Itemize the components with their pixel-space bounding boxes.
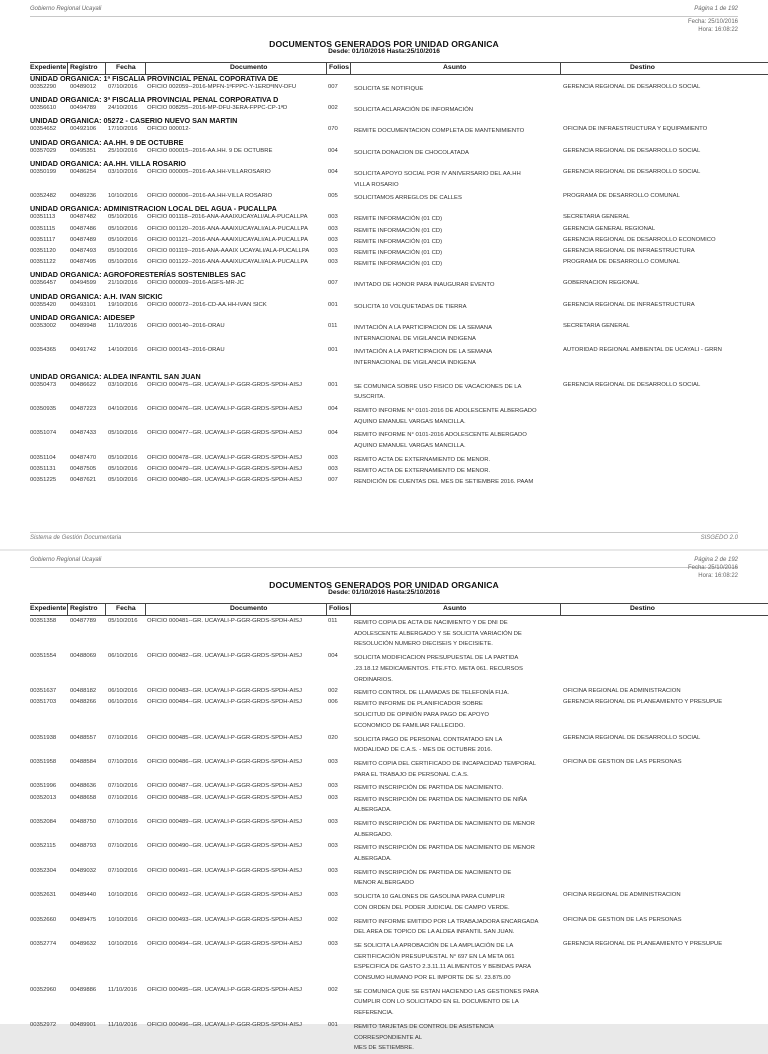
cell-registro: 00487489 (70, 236, 97, 243)
cell-registro: 00487486 (70, 225, 97, 232)
cell-fecha: 25/10/2016 (108, 147, 138, 154)
cell-expediente: 00350199 (30, 168, 57, 175)
col-documento: Documento (230, 605, 268, 612)
cell-expediente: 00352660 (30, 916, 57, 923)
cell-documento: OFICIO 000005--2016-AA.HH-VILLAROSARIO (147, 168, 271, 175)
cell-documento: OFICIO 000494--GR. UCAYALI-P-GGR-GRDS-SPDH-AISJ (147, 940, 302, 947)
cell-documento: OFICIO 000009--2016-AGFS-MR-JC (147, 280, 244, 287)
cell-folios: 003 (328, 466, 338, 472)
page-footer (30, 532, 738, 543)
cell-expediente: 00351637 (30, 688, 57, 695)
cell-registro: 00489901 (70, 1021, 97, 1028)
cell-expediente: 00351104 (30, 454, 56, 461)
cell-expediente: 00351225 (30, 477, 57, 484)
cell-asunto: SE SOLICITA LA APROBACIÓN DE LA AMPLIACIÓN DE LA CERTIFICACIÓN PRESUPUESTAL N° 697 EN LA META 061 ESPECIFICA DE GASTO 2.3.11.11 ALIMENTOS Y BEBIDAS PARA CONSUMO HUMANO POR EL IMPORTE DE S/. 23.875.00 (354, 942, 532, 981)
cell-asunto: SOLICITA APOYO SOCIAL POR IV ANIVERSARIO DEL AA.HH VILLA ROSARIO (354, 170, 521, 188)
report-meta (688, 564, 738, 580)
cell-expediente: 00351122 (30, 259, 56, 266)
cell-expediente: 00351131 (30, 466, 56, 472)
cell-destino: AUTORIDAD REGIONAL AMBIENTAL DE UCAYALI - GRRN (563, 347, 722, 354)
cell-registro: 00488557 (70, 734, 97, 741)
cell-fecha: 06/10/2016 (108, 699, 138, 706)
cell-expediente: 00354652 (30, 126, 57, 133)
cell-asunto: REMITO INFORME DE PLANIFICADOR SOBRE SOLICITUD DE OPINIÓN PARA PAGO DE APOYO ECONOMICO DE FAMILIAR FALLECIDO. (354, 701, 489, 729)
page-header-line (30, 555, 738, 568)
unit-group-heading: UNIDAD ORGANICA: 05272 - CASERIO NUEVO SAN MARTIN (30, 116, 238, 126)
cell-registro: 00487495 (70, 259, 97, 266)
cell-asunto: REMITE INFORMACIÓN (01 CD) (354, 261, 443, 268)
cell-registro: 00488266 (70, 699, 97, 706)
unit-group-heading: UNIDAD ORGANICA: AIDESEP (30, 312, 135, 322)
cell-registro: 00487433 (70, 430, 97, 437)
cell-documento: OFICIO 002059--2016-MPFN-1ªFPPC-Y-1ERDªINV-DFU (147, 84, 297, 90)
cell-fecha: 03/10/2016 (108, 168, 138, 175)
report-date-range: Desde: 01/10/2016 Hasta:25/10/2016 (328, 48, 440, 55)
cell-fecha: 07/10/2016 (108, 794, 138, 801)
cell-fecha: 05/10/2016 (108, 248, 138, 254)
cell-expediente: 00354365 (30, 347, 57, 354)
cell-folios: 001 (328, 347, 338, 354)
cell-expediente: 00351115 (30, 225, 56, 232)
cell-expediente: 00356610 (30, 105, 57, 112)
cell-folios: 070 (328, 126, 338, 133)
cell-documento: OFICIO 000488--GR. UCAYALI-P-GGR-GRDS-SPDH-AISJ (147, 794, 302, 801)
cell-expediente: 00352084 (30, 818, 57, 825)
col-asunto: Asunto (443, 605, 467, 612)
report-page-2 (0, 551, 768, 1052)
cell-asunto: REMITO INSCRIPCIÓN DE PARTIDA DE NACIMIENTO DE MENOR ALBERGADO. (354, 820, 535, 838)
cell-registro: 00489948 (70, 322, 97, 329)
report-date: Fecha: 25/10/2016 (687, 565, 738, 571)
cell-documento: OFICIO 000491--GR. UCAYALI-P-GGR-GRDS-SPDH-AISJ (147, 867, 302, 874)
cell-registro: 00487470 (70, 454, 97, 461)
cell-documento: OFICIO 001121--2016-ANA-AAAIXUCAYALI/ALA-PUCALLPA (147, 236, 308, 243)
cell-registro: 00486622 (70, 381, 97, 388)
cell-asunto: INVITACIÓN A LA PARTICIPACION DE LA SEMANA INTERNACIONAL DE VIGILANCIA INDIGENA (354, 324, 493, 342)
cell-asunto: SOLICITA MODIFICACION PRESUPUESTAL DE LA PARTIDA .23.18.12 MEDICAMENTOS. FTE.FTO. META 061. RECURSOS ORDINARIOS. (354, 655, 523, 683)
unit-group-heading: UNIDAD ORGANICA: ADMINISTRACION LOCAL DEL AGUA - PUCALLPA (30, 204, 277, 214)
cell-folios: 001 (328, 301, 338, 308)
cell-fecha: 05/10/2016 (108, 618, 138, 624)
cell-asunto: REMITE INFORMACIÓN (01 CD) (354, 250, 443, 256)
cell-folios: 003 (328, 940, 338, 947)
cell-folios: 003 (328, 259, 338, 266)
cell-documento: OFICIO 000006--2016-AA.HH-VILLA ROSARIO (147, 193, 273, 200)
cell-registro: 00487505 (70, 466, 97, 472)
cell-documento: OFICIO 000480--GR. UCAYALI-P-GGR-GRDS-SPDH-AISJ (147, 477, 302, 484)
cell-fecha: 05/10/2016 (108, 466, 138, 472)
cell-destino: GERENCIA REGIONAL DE DESARROLLO SOCIAL (563, 381, 701, 388)
cell-asunto: SE COMUNICA QUE SE ESTAN HACIENDO LAS GESTIONES PARA CUMPLIR CON LO SOLICITADO EN EL DOCUMENTO DE LA REFERENCIA. (354, 988, 539, 1017)
cell-documento: OFICIO 000477--GR. UCAYALI-P-GGR-GRDS-SPDH-AISJ (147, 430, 302, 437)
cell-asunto: REMITO TARJETAS DE CONTROL DE ASISTENCIA CORRESPONDIENTE AL MES DE SETIEMBRE. (354, 1023, 494, 1052)
cell-fecha: 11/10/2016 (108, 1021, 138, 1028)
cell-folios: 001 (328, 381, 338, 388)
cell-folios: 003 (328, 248, 338, 254)
cell-asunto: SOLICITAMOS ARREGLOS DE CALLES (354, 195, 462, 202)
cell-documento: OFICIO 000481--GR. UCAYALI-P-GGR-GRDS-SPDH-AISJ (147, 618, 302, 624)
cell-destino: PROGRAMA DE DESARROLLO COMUNAL (563, 259, 680, 266)
cell-asunto: SOLICITA 10 GALONES DE GASOLINA PARA CUMPLIR CON ORDEN DEL PODER JUDICIAL DE CAMPO VERDE. (354, 894, 510, 911)
cell-folios: 003 (328, 758, 338, 765)
cell-registro: 00487789 (70, 618, 97, 624)
cell-fecha: 07/10/2016 (108, 758, 138, 765)
cell-expediente: 00352115 (30, 843, 56, 850)
cell-folios: 011 (328, 618, 338, 624)
col-fecha: Fecha (116, 64, 136, 71)
col-destino: Destino (630, 64, 655, 71)
cell-expediente: 00352482 (30, 193, 57, 200)
cell-documento: OFICIO 000483--GR. UCAYALI-P-GGR-GRDS-SPDH-AISJ (147, 688, 302, 695)
cell-documento: OFICIO 000072--2016-CD-AA.HH-IVAN SICK (147, 301, 267, 308)
cell-registro: 00489475 (70, 916, 97, 923)
cell-expediente: 00352290 (30, 84, 57, 90)
cell-folios: 004 (328, 406, 338, 412)
cell-expediente: 00351120 (30, 248, 56, 254)
cell-documento: OFICIO 000140--2016-ORAU (147, 322, 225, 329)
cell-asunto: REMITO INFORME EMITIDO POR LA TRABAJADORA ENCARGADA DEL AREA DE TOPICO DE LA ALDEA INFANTIL SAN JUAN. (354, 918, 539, 936)
cell-asunto: RENDICIÓN DE CUENTAS DEL MES DE SETIEMBRE 2016. PAAM (354, 479, 534, 486)
cell-registro: 00488750 (70, 818, 97, 825)
cell-expediente: 00352631 (30, 892, 57, 899)
cell-documento: OFICIO 001120--2016-ANA-AAAIXUCAYALI/ALA-PUCALLPA (147, 225, 308, 232)
cell-documento: OFICIO 000496--GR. UCAYALI-P-GGR-GRDS-SPDH-AISJ (147, 1021, 302, 1028)
cell-documento: OFICIO 000476--GR. UCAYALI-P-GGR-GRDS-SPDH-AISJ (147, 406, 302, 412)
cell-documento: OFICIO 008255--2016-MP-DFU-3ERA-FPPC-CP-1ªD (147, 105, 288, 112)
cell-asunto: REMITO INSCRIPCIÓN DE PARTIDA DE NACIMIENTO DE MENOR ALBERGADA. (354, 845, 535, 862)
cell-asunto: REMITO ACTA DE EXTERNAMIENTO DE MENOR. (354, 468, 491, 474)
cell-documento: OFICIO 000492--GR. UCAYALI-P-GGR-GRDS-SPDH-AISJ (147, 892, 302, 899)
cell-asunto: REMITO INFORME N° 0101-2016 ADOLESCENTE ALBERGADO AQUINO EMANUEL VARGAS MANCILLA. (354, 432, 527, 450)
cell-registro: 00491742 (70, 347, 97, 354)
cell-folios: 004 (328, 653, 338, 660)
cell-asunto: REMITO INSCRIPCIÓN DE PARTIDA DE NACIMIENTO DE NIÑA ALBERGADA. (354, 796, 528, 814)
cell-fecha: 14/10/2016 (108, 347, 138, 354)
cell-documento: OFICIO 000486--GR. UCAYALI-P-GGR-GRDS-SPDH-AISJ (147, 758, 302, 765)
unit-group-heading: UNIDAD ORGANICA: 3ª FISCALIA PROVINCIAL PENAL CORPORATIVA D (30, 95, 279, 105)
cell-documento: OFICIO 000475--GR. UCAYALI-P-GGR-GRDS-SPDH-AISJ (147, 381, 302, 388)
cell-documento: OFICIO 000489--GR. UCAYALI-P-GGR-GRDS-SPDH-AISJ (147, 818, 302, 825)
cell-folios: 002 (328, 105, 338, 112)
cell-destino: GERENCIA GENERAL REGIONAL (563, 225, 656, 232)
cell-expediente: 00351074 (30, 430, 57, 437)
cell-expediente: 00352013 (30, 794, 57, 801)
unit-group-heading: UNIDAD ORGANICA: ALDEA INFANTIL SAN JUAN (30, 371, 201, 381)
col-destino: Destino (630, 605, 655, 612)
cell-registro: 00495351 (70, 147, 97, 154)
cell-documento: OFICIO 000495--GR. UCAYALI-P-GGR-GRDS-SPDH-AISJ (147, 986, 302, 993)
unit-group-heading: UNIDAD ORGANICA: 1ª FISCALIA PROVINCIAL PENAL COPORATIVA DE (30, 74, 278, 83)
cell-fecha: 11/10/2016 (108, 322, 138, 329)
cell-asunto: REMITE DOCUMENTACION COMPLETA DE MANTENIMIENTO (354, 128, 525, 135)
cell-registro: 00487621 (70, 477, 97, 484)
cell-destino: OFICINA REGIONAL DE ADMINISTRACION (563, 892, 681, 899)
cell-asunto: INVITADO DE HONOR PARA INAUGURAR EVENTO (354, 282, 495, 289)
cell-fecha: 06/10/2016 (108, 653, 138, 660)
cell-registro: 00488182 (70, 688, 97, 695)
cell-destino: GERENCIA REGIONAL DE DESARROLLO SOCIAL (563, 168, 701, 175)
cell-folios: 002 (328, 916, 338, 923)
cell-documento: OFICIO 000493--GR. UCAYALI-P-GGR-GRDS-SPDH-AISJ (147, 916, 302, 923)
cell-asunto: SOLICITA SE NOTIFIQUE (354, 86, 424, 92)
cell-registro: 00489012 (70, 84, 97, 90)
unit-group-heading: UNIDAD ORGANICA: AGROFORESTERÍAS SOSTENIBLES SAC (30, 270, 246, 280)
cell-expediente: 00351958 (30, 758, 57, 765)
cell-folios: 006 (328, 699, 338, 706)
cell-fecha: 05/10/2016 (108, 236, 138, 243)
cell-documento: OFICIO 000143--2016-ORAU (147, 347, 225, 354)
cell-expediente: 00352774 (30, 940, 57, 947)
system-version: SISGEDO 2.0 (700, 535, 738, 541)
cell-registro: 00487493 (70, 248, 97, 254)
cell-folios: 003 (328, 818, 338, 825)
cell-fecha: 04/10/2016 (108, 406, 138, 412)
cell-documento: OFICIO 001119--2016-ANA-AAAIX UCAYALI/ALA-PUCALLPA (147, 248, 310, 254)
cell-destino: GERENCIA REGIONAL DE INFRAESTRUCTURA (563, 301, 695, 308)
cell-destino: GOBERNACION REGIONAL (563, 280, 640, 287)
cell-folios: 007 (328, 84, 338, 90)
cell-asunto: REMITO COPIA DE ACTA DE NACIMIENTO Y DE DNI DE ADOLESCENTE ALBERGADO Y SE SOLICITA VARIACIÓN DE RESOLUCIÓN NUMERO DIECISEIS Y DIECISIETE. (354, 620, 522, 648)
cell-destino: GERENCIA REGIONAL DE INFRAESTRUCTURA (563, 248, 695, 254)
cell-folios: 004 (328, 430, 338, 437)
col-asunto: Asunto (443, 64, 467, 71)
cell-asunto: REMITE INFORMACIÓN (01 CD) (354, 216, 443, 223)
cell-destino: SECRETARIA GENERAL (563, 322, 630, 329)
cell-destino: GERENCIA REGIONAL DE DESARROLLO ECONOMICO (563, 236, 716, 243)
cell-folios: 002 (328, 986, 338, 993)
report-date-range: Desde: 01/10/2016 Hasta:25/10/2016 (328, 589, 440, 596)
cell-destino: OFICINA REGIONAL DE ADMINISTRACION (563, 688, 681, 695)
page-number: Página 1 de 192 (694, 6, 738, 12)
cell-folios: 003 (328, 794, 338, 801)
cell-registro: 00487482 (70, 214, 97, 221)
cell-destino: SECRETARIA GENERAL (563, 214, 630, 221)
cell-registro: 00489886 (70, 986, 97, 993)
cell-fecha: 10/10/2016 (108, 940, 138, 947)
cell-expediente: 00351554 (30, 653, 57, 660)
col-expediente: Expediente (30, 605, 67, 612)
cell-registro: 00492106 (70, 126, 97, 133)
col-documento: Documento (230, 64, 268, 71)
cell-folios: 003 (328, 783, 338, 790)
cell-destino: GERENCIA REGIONAL DE DESARROLLO SOCIAL (563, 734, 701, 741)
cell-asunto: REMITO COPIA DEL CERTIFICADO DE INCAPACIDAD TEMPORAL PARA EL TRABAJO DE PERSONAL C.A.S. (354, 760, 536, 778)
cell-expediente: 00351358 (30, 618, 57, 624)
cell-destino: OFICINA DE GESTION DE LAS PERSONAS (563, 758, 682, 765)
col-folios: Folios (329, 605, 350, 612)
cell-expediente: 00357029 (30, 147, 57, 154)
cell-fecha: 17/10/2016 (108, 126, 138, 133)
col-registro: Registro (70, 605, 98, 612)
cell-fecha: 07/10/2016 (108, 84, 138, 90)
col-registro: Registro (70, 64, 98, 71)
report-time: Hora: 16:08:22 (698, 27, 738, 33)
cell-registro: 00487223 (70, 406, 97, 412)
cell-expediente: 00351996 (30, 783, 57, 790)
col-fecha: Fecha (116, 605, 136, 612)
cell-folios: 003 (328, 454, 338, 461)
cell-folios: 004 (328, 147, 338, 154)
cell-documento: OFICIO 000012- (147, 126, 191, 133)
cell-fecha: 07/10/2016 (108, 734, 138, 741)
cell-destino: GERENCIA REGIONAL DE PLANEAMIENTO Y PRESUPUE (563, 940, 723, 947)
cell-documento: OFICIO 000479--GR. UCAYALI-P-GGR-GRDS-SPDH-AISJ (147, 466, 302, 472)
cell-folios: 003 (328, 892, 338, 899)
report-meta (688, 18, 738, 34)
cell-expediente: 00355420 (30, 301, 57, 308)
cell-fecha: 07/10/2016 (108, 867, 138, 874)
org-name: Gobierno Regional Ucayali (30, 557, 102, 563)
system-name: Sistema de Gestión Documentaria (30, 535, 122, 541)
cell-fecha: 19/10/2016 (108, 301, 138, 308)
cell-asunto: REMITO INSCRIPCIÓN DE PARTIDA DE NACIMIENTO DE MENOR ALBERGADO (354, 869, 512, 887)
cell-expediente: 00350935 (30, 406, 57, 412)
cell-documento: OFICIO 000484--GR. UCAYALI-P-GGR-GRDS-SPDH-AISJ (147, 699, 302, 706)
cell-expediente: 00356457 (30, 280, 57, 287)
cell-fecha: 07/10/2016 (108, 818, 138, 825)
cell-documento: OFICIO 000478--GR. UCAYALI-P-GGR-GRDS-SPDH-AISJ (147, 454, 302, 461)
cell-destino: PROGRAMA DE DESARROLLO COMUNAL (563, 193, 680, 200)
cell-registro: 00489236 (70, 193, 97, 200)
cell-expediente: 00352960 (30, 986, 57, 993)
unit-group-heading: UNIDAD ORGANICA: A.H. IVAN SICKIC (30, 291, 163, 301)
cell-registro: 00488793 (70, 843, 97, 850)
cell-fecha: 05/10/2016 (108, 477, 138, 484)
table-body (30, 618, 768, 1052)
cell-fecha: 05/10/2016 (108, 259, 138, 266)
report-time: Hora: 16:08:22 (698, 573, 738, 579)
cell-folios: 003 (328, 843, 338, 850)
cell-asunto: SOLICITA DONACION DE CHOCOLATADA (354, 149, 469, 156)
cell-documento: OFICIO 000487--GR. UCAYALI-P-GGR-GRDS-SPDH-AISJ (147, 783, 302, 790)
cell-documento: OFICIO 000015--2016-AA.HH. 9 DE OCTUBRE (147, 147, 273, 154)
cell-fecha: 07/10/2016 (108, 783, 138, 790)
cell-asunto: SOLICITA PAGO DE PERSONAL CONTRATADO EN LA MODALIDAD DE C.A.S. - MES DE OCTUBRE 2016. (354, 736, 503, 754)
cell-fecha: 05/10/2016 (108, 430, 138, 437)
page-number: Página 2 de 192 (694, 557, 738, 563)
cell-expediente: 00351938 (30, 734, 57, 741)
cell-asunto: REMITE INFORMACIÓN (01 CD) (354, 238, 443, 245)
cell-registro: 00488069 (70, 653, 97, 660)
cell-fecha: 24/10/2016 (108, 105, 138, 112)
cell-destino: OFICINA DE GESTION DE LAS PERSONAS (563, 916, 682, 923)
cell-folios: 005 (328, 193, 338, 200)
report-date: Fecha: 25/10/2016 (687, 19, 738, 25)
cell-folios: 007 (328, 477, 338, 484)
cell-registro: 00489632 (70, 940, 97, 947)
cell-asunto: REMITE INFORMACIÓN (01 CD) (354, 227, 443, 234)
cell-folios: 020 (328, 734, 338, 741)
cell-expediente: 00351703 (30, 699, 57, 706)
cell-fecha: 21/10/2016 (108, 280, 138, 287)
cell-asunto: REMITO INFORME N° 0101-2016 DE ADOLESCENTE ALBERGADO AQUINO EMANUEL VARGAS MANCILLA. (354, 408, 537, 425)
unit-group-heading: UNIDAD ORGANICA: AA.HH. VILLA ROSARIO (30, 158, 186, 168)
page-header-line (30, 4, 738, 17)
cell-expediente: 00351113 (30, 214, 56, 221)
cell-expediente: 00352304 (30, 867, 57, 874)
cell-destino: GERENCIA REGIONAL DE DESARROLLO SOCIAL (563, 147, 701, 154)
cell-expediente: 00351117 (30, 236, 56, 243)
cell-registro: 00486254 (70, 168, 97, 175)
cell-fecha: 05/10/2016 (108, 454, 138, 461)
unit-group-heading: UNIDAD ORGANICA: AA.HH. 9 DE OCTUBRE (30, 137, 184, 147)
cell-expediente: 00353002 (30, 322, 57, 329)
cell-asunto: SE COMUNICA SOBRE USO FISICO DE VACACIONES DE LA SUSCRITA. (354, 383, 522, 401)
cell-fecha: 10/10/2016 (108, 892, 138, 899)
cell-fecha: 06/10/2016 (108, 688, 138, 695)
cell-folios: 004 (328, 168, 338, 175)
cell-folios: 003 (328, 236, 338, 243)
cell-registro: 00493101 (70, 301, 97, 308)
cell-fecha: 03/10/2016 (108, 381, 138, 388)
col-folios: Folios (329, 64, 350, 71)
cell-registro: 00488636 (70, 783, 97, 790)
cell-destino: GERENCIA REGIONAL DE PLANEAMIENTO Y PRESUPUE (563, 699, 723, 706)
cell-documento: OFICIO 000485--GR. UCAYALI-P-GGR-GRDS-SPDH-AISJ (147, 734, 302, 741)
cell-registro: 00494789 (70, 105, 97, 112)
cell-folios: 011 (328, 322, 338, 329)
cell-asunto: SOLICITA 10 VOLQUETADAS DE TIERRA (354, 303, 467, 310)
cell-documento: OFICIO 001118--2016-ANA-AAAIXUCAYALI/ALA-PUCALLPA (147, 214, 308, 221)
cell-asunto: INVITACIÓN A LA PARTICIPACION DE LA SEMANA INTERNACIONAL DE VIGILANCIA INDIGENA (354, 349, 493, 366)
cell-expediente: 00350473 (30, 381, 57, 388)
report-title: DOCUMENTOS GENERADOS POR UNIDAD ORGANICA (269, 39, 499, 49)
cell-registro: 00488658 (70, 794, 97, 801)
cell-folios: 007 (328, 280, 338, 287)
cell-folios: 002 (328, 688, 338, 695)
cell-asunto: SOLICITA ACLARACIÓN DE INFORMACIÓN (354, 107, 474, 114)
cell-documento: OFICIO 001122--2016-ANA-AAAIXUCAYALI/ALA-PUCALLPA (147, 259, 308, 266)
cell-registro: 00488584 (70, 758, 97, 765)
cell-registro: 00489440 (70, 892, 97, 899)
cell-asunto: REMITO CONTROL DE LLAMADAS DE TELEFONÍA FIJA. (354, 690, 510, 697)
cell-fecha: 05/10/2016 (108, 214, 138, 221)
cell-folios: 003 (328, 225, 338, 232)
table-body (30, 74, 768, 486)
cell-folios: 001 (328, 1021, 338, 1028)
cell-registro: 00489032 (70, 867, 97, 874)
cell-folios: 003 (328, 214, 338, 221)
table-header (30, 603, 768, 616)
org-name: Gobierno Regional Ucayali (30, 6, 102, 12)
cell-documento: OFICIO 000490--GR. UCAYALI-P-GGR-GRDS-SPDH-AISJ (147, 843, 302, 850)
cell-asunto: REMITO INSCRIPCIÓN DE PARTIDA DE NACIMIENTO. (354, 785, 504, 792)
cell-destino: OFICINA DE INFRAESTRUCTURA Y EQUIPAMIENTO (563, 126, 708, 133)
cell-fecha: 05/10/2016 (108, 225, 138, 232)
col-expediente: Expediente (30, 64, 67, 71)
cell-fecha: 07/10/2016 (108, 843, 138, 850)
cell-expediente: 00352972 (30, 1021, 57, 1028)
report-title: DOCUMENTOS GENERADOS POR UNIDAD ORGANICA (269, 580, 499, 590)
cell-folios: 003 (328, 867, 338, 874)
cell-fecha: 11/10/2016 (108, 986, 138, 993)
cell-fecha: 10/10/2016 (108, 193, 138, 200)
cell-fecha: 10/10/2016 (108, 916, 138, 923)
cell-destino: GERENCIA REGIONAL DE DESARROLLO SOCIAL (563, 84, 701, 90)
cell-documento: OFICIO 000482--GR. UCAYALI-P-GGR-GRDS-SPDH-AISJ (147, 653, 302, 660)
cell-asunto: REMITO ACTA DE EXTERNAMIENTO DE MENOR. (354, 456, 491, 463)
cell-registro: 00494599 (70, 280, 97, 287)
